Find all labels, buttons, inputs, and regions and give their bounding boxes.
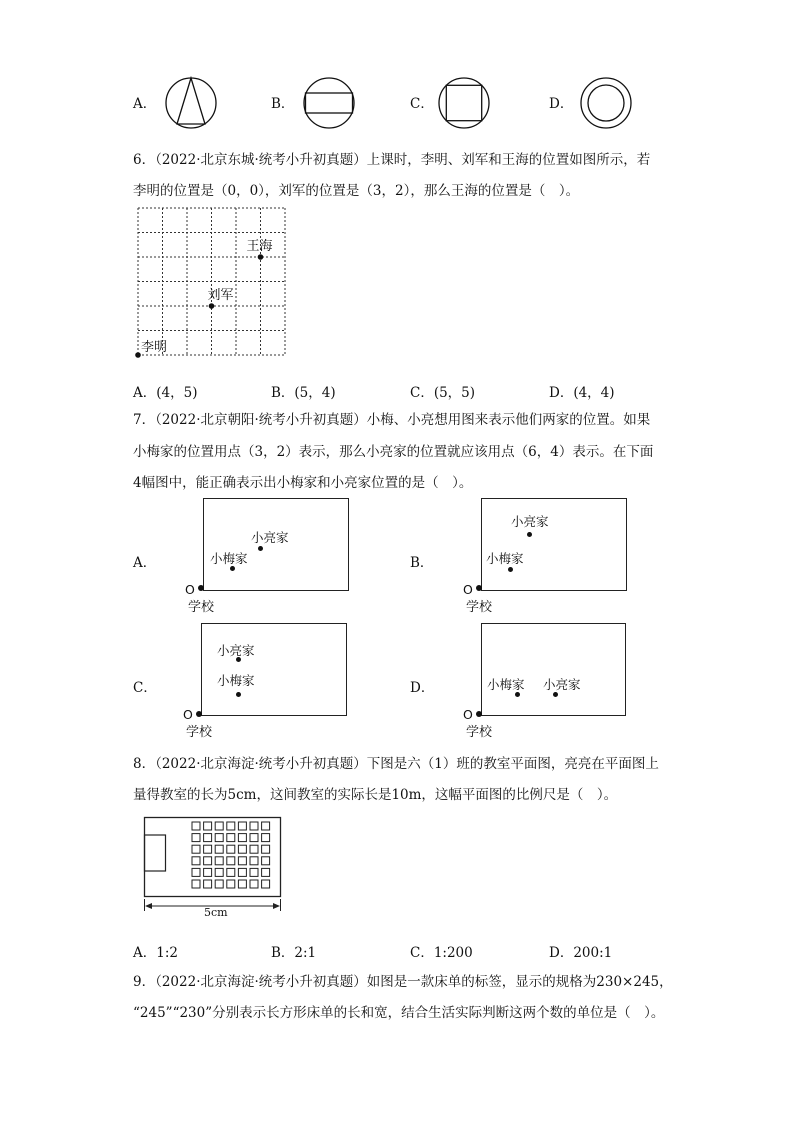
q7-text-line3: 4幅图中，能正确表示出小梅家和小亮家位置的是（ ）。 [133, 475, 473, 491]
q8-desk [227, 822, 235, 830]
q8-text-line1: 8．（2022·北京海淀·统考小升初真题）下图是六（1）班的教室平面图，亮亮在平面图上 [133, 756, 659, 772]
q7-option-c-letter: C． [133, 680, 157, 696]
q8-desk [215, 834, 223, 842]
q7-b-liang-label: 小亮家 [511, 514, 549, 529]
q8-option-d: D．200:1 [549, 945, 613, 961]
q8-desk [204, 834, 212, 842]
q8-desk [262, 834, 270, 842]
q7-d-mei-label: 小梅家 [487, 677, 525, 692]
q5-option-c-letter: C． [410, 96, 434, 112]
q6-option-c: C．(5，5) [410, 385, 476, 401]
q8-desk [238, 880, 246, 888]
q9-text-line2: “245”“230”分别表示长方形床单的长和宽，结合生活实际判断这两个数的单位是（ ）。 [133, 1005, 665, 1021]
q7-b-mei-dot [508, 567, 513, 572]
q8-desk [215, 880, 223, 888]
q8-desk [262, 880, 270, 888]
q7-a-liang-dot [258, 546, 263, 551]
q8-desk [250, 845, 258, 853]
q6-position-grid [130, 205, 295, 365]
q8-desk [250, 834, 258, 842]
q8-desk [192, 880, 200, 888]
q8-text-line2: 量得教室的长为5cm，这间教室的实际长是10m，这幅平面图的比例尺是（ ）。 [133, 787, 618, 803]
q6-point-label: 刘军 [207, 288, 234, 303]
q7-a-liang-label: 小亮家 [251, 530, 289, 545]
q7-c-school-label: 学校 [186, 725, 213, 740]
q7-a-origin-dot [198, 585, 204, 591]
q7-c-mei-label: 小梅家 [217, 673, 255, 688]
q7-d-origin-dot [476, 711, 482, 717]
q6-point-dot [135, 352, 141, 358]
q7-b-origin-dot [476, 585, 482, 591]
q8-desk [227, 868, 235, 876]
q7-d-liang-label: 小亮家 [543, 677, 581, 692]
q8-desk [192, 822, 200, 830]
q6-option-d: D．(4，4) [549, 385, 615, 401]
q7-d-origin-label: O [463, 707, 473, 722]
q7-b-mei-label: 小梅家 [486, 551, 524, 566]
q8-desk [215, 857, 223, 865]
q8-desk [238, 822, 246, 830]
q8-desk [250, 868, 258, 876]
q8-desk [215, 868, 223, 876]
q8-option-c: C．1:200 [410, 945, 473, 961]
q7-c-map-frame [201, 623, 347, 716]
q8-desk [204, 868, 212, 876]
q7-option-d-letter: D． [410, 680, 435, 696]
q8-desk [192, 834, 200, 842]
q7-a-mei-label: 小梅家 [210, 551, 248, 566]
q7-d-map-frame [481, 623, 626, 716]
q5-option-c-figure [437, 76, 491, 130]
q8-desk [192, 857, 200, 865]
q7-c-liang-label: 小亮家 [217, 643, 255, 658]
q7-text-line2: 小梅家的位置用点（3，2）表示，那么小亮家的位置就应该用点（6，4）表示。在下面 [133, 444, 654, 460]
q8-desk [262, 868, 270, 876]
q8-desk [262, 845, 270, 853]
q8-desk [238, 868, 246, 876]
q8-desk [250, 857, 258, 865]
q8-desk [238, 834, 246, 842]
q7-d-school-label: 学校 [466, 725, 493, 740]
q7-c-mei-dot [236, 692, 241, 697]
q7-option-b-letter: B． [410, 555, 434, 571]
q7-text-line1: 7．（2022·北京朝阳·统考小升初真题）小梅、小亮想用图来表示他们两家的位置。如果 [133, 412, 651, 428]
q5-option-a-letter: A． [133, 96, 157, 112]
q6-point-dot [209, 303, 215, 309]
q9-text-line1: 9．（2022·北京海淀·统考小升初真题）如图是一款床单的标签，显示的规格为230×245， [133, 974, 673, 990]
q7-b-map-frame [481, 498, 627, 591]
q6-text-line1: 6．（2022·北京东城·统考小升初真题）上课时，李明、刘军和王海的位置如图所示，若 [133, 152, 651, 168]
q8-measure-label: 5cm [204, 906, 228, 919]
q6-option-b: B．(5，4) [271, 385, 336, 401]
q8-desk [215, 845, 223, 853]
q7-c-origin-label: O [183, 707, 193, 722]
q7-b-origin-label: O [463, 582, 473, 597]
q6-point-dot [258, 254, 264, 260]
q7-c-origin-dot [196, 711, 202, 717]
q7-b-liang-dot [527, 532, 532, 537]
q5-option-b-letter: B． [271, 96, 295, 112]
q7-option-a-letter: A． [133, 555, 157, 571]
q8-desk [204, 880, 212, 888]
q7-b-school-label: 学校 [466, 600, 493, 615]
q8-desk [227, 857, 235, 865]
q8-desk [227, 834, 235, 842]
q8-desk [262, 822, 270, 830]
q8-desk [204, 845, 212, 853]
q8-desk [227, 845, 235, 853]
q5-option-d-figure [579, 76, 633, 130]
q8-desk [204, 822, 212, 830]
q8-desk [227, 880, 235, 888]
q6-option-a: A．(4，5) [133, 385, 198, 401]
q8-desk [250, 880, 258, 888]
q6-point-label: 王海 [246, 239, 273, 254]
q8-desk [204, 857, 212, 865]
q8-desk [238, 845, 246, 853]
q5-option-a-figure [164, 76, 218, 130]
q8-desk [250, 822, 258, 830]
q6-text-line2: 李明的位置是（0，0），刘军的位置是（3，2），那么王海的位置是（ ）。 [133, 183, 580, 199]
q5-option-b-figure [301, 76, 357, 130]
q7-a-origin-label: O [185, 582, 195, 597]
q6-point-label: 李明 [141, 340, 168, 355]
q8-desk [238, 857, 246, 865]
q8-desk [215, 822, 223, 830]
q8-desk [192, 845, 200, 853]
q5-option-d-letter: D． [549, 96, 574, 112]
q8-desk [262, 857, 270, 865]
q8-option-a: A．1:2 [133, 945, 178, 961]
q8-option-b: B．2:1 [271, 945, 317, 961]
q8-desk [192, 868, 200, 876]
q7-a-school-label: 学校 [188, 600, 215, 615]
